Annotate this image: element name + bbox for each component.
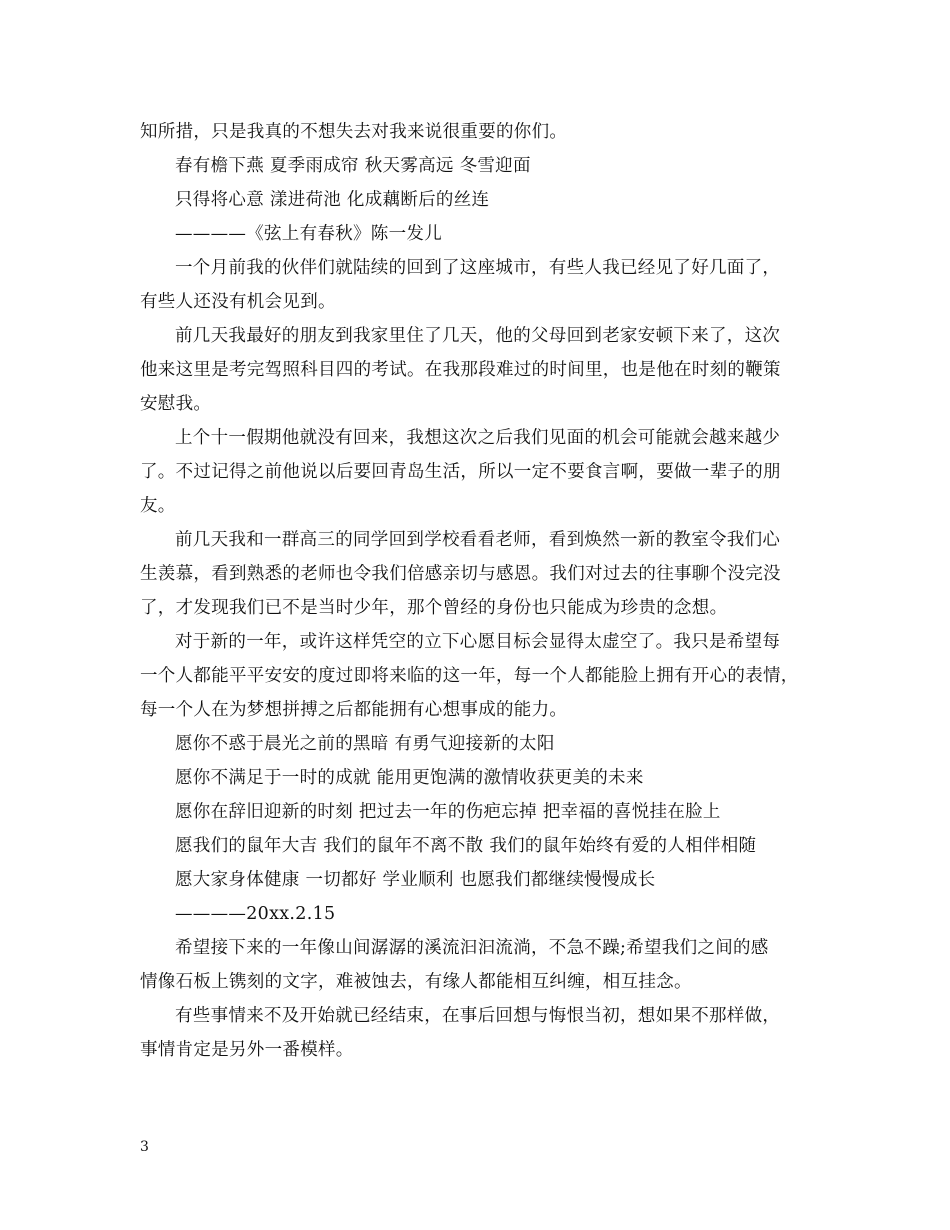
text-line: 有些事情来不及开始就已经结束，在事后回想与悔恨当初，想如果不那样做， [175, 1006, 781, 1026]
text-line: 一个月前我的伙伴们就陆续的回到了这座城市，有些人我已经见了好几面了， [175, 258, 781, 278]
text-line: 对于新的一年，或许这样凭空的立下心愿目标会显得太虚空了。我只是希望每 [175, 632, 781, 652]
text-line: 知所措，只是我真的不想失去对我来说很重要的你们。 [140, 122, 568, 142]
text-line: 愿你不满足于一时的成就 能用更饱满的激情收获更美的未来 [175, 768, 644, 788]
text-line: 他来这里是考完驾照科目四的考试。在我那段难过的时间里，也是他在时刻的鞭策 [140, 360, 781, 380]
text-line: ————《弦上有春秋》陈一发儿 [175, 224, 442, 244]
document-body [140, 115, 812, 1067]
text-line: 情像石板上镌刻的文字，难被蚀去，有缘人都能相互纠缠，相互挂念。 [140, 972, 692, 992]
text-line: 前几天我和一群高三的同学回到学校看看老师，看到焕然一新的教室令我们心 [175, 530, 781, 550]
text-line: 春有檐下燕 夏季雨成帘 秋天雾高远 冬雪迎面 [175, 156, 531, 176]
text-line: 友。 [140, 496, 176, 516]
text-line: 一个人都能平平安安的度过即将来临的这一年，每一个人都能脸上拥有开心的表情， [140, 666, 799, 686]
text-line: 事情肯定是另外一番模样。 [140, 1040, 354, 1060]
text-line: 每一个人在为梦想拼搏之后都能拥有心想事成的能力。 [140, 700, 568, 720]
text-line: 愿你在辞旧迎新的时刻 把过去一年的伤疤忘掉 把幸福的喜悦挂在脸上 [175, 802, 721, 822]
text-line: 了，才发现我们已不是当时少年，那个曾经的身份也只能成为珍贵的念想。 [140, 598, 728, 618]
page-number: 3 [140, 1139, 149, 1155]
text-line: 上个十一假期他就没有回来，我想这次之后我们见面的机会可能就会越来越少 [175, 428, 781, 448]
text-line: 愿你不惑于晨光之前的黑暗 有勇气迎接新的太阳 [175, 734, 555, 754]
text-line: 愿大家身体健康 一切都好 学业顺利 也愿我们都继续慢慢成长 [175, 870, 656, 890]
text-line: 生羡慕，看到熟悉的老师也令我们倍感亲切与感恩。我们对过去的往事聊个没完没 [140, 564, 781, 584]
text-line: 安慰我。 [140, 394, 212, 414]
text-line: ————20xx.2.15 [175, 904, 336, 924]
text-line: 了。不过记得之前他说以后要回青岛生活，所以一定不要食言啊，要做一辈子的朋 [140, 462, 781, 482]
text-line: 愿我们的鼠年大吉 我们的鼠年不离不散 我们的鼠年始终有爱的人相伴相随 [175, 836, 757, 856]
text-line: 只得将心意 漾进荷池 化成藕断后的丝连 [175, 190, 490, 210]
text-line: 有些人还没有机会见到。 [140, 292, 336, 312]
text-line: 希望接下来的一年像山间潺潺的溪流汩汩流淌，不急不躁;希望我们之间的感 [175, 938, 769, 958]
text-line: 前几天我最好的朋友到我家里住了几天，他的父母回到老家安顿下来了，这次 [175, 326, 781, 346]
